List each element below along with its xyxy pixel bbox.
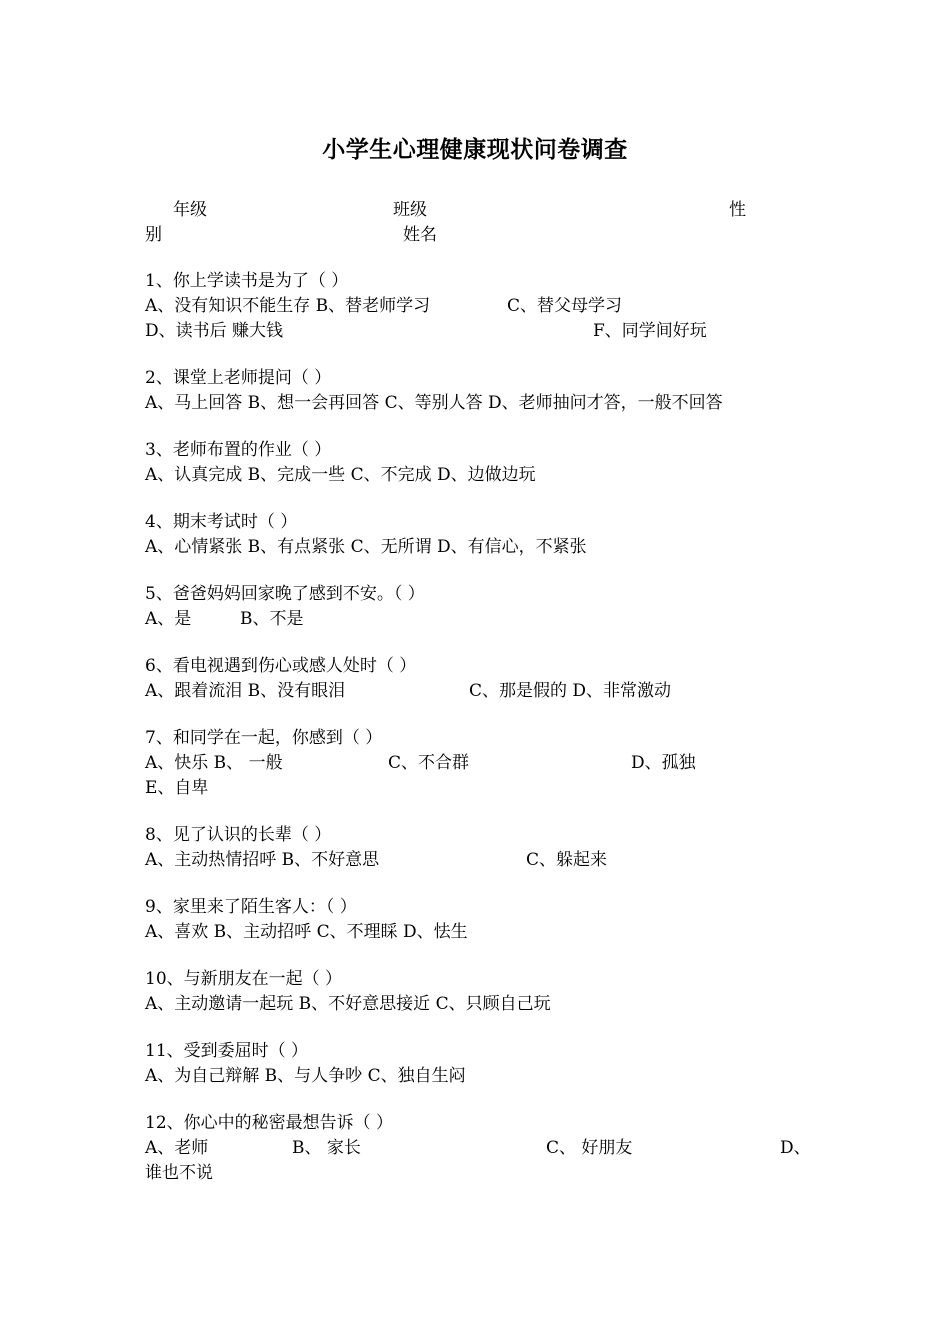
question-1-option-d: D、读书后 赚大钱: [145, 321, 284, 341]
question-10: 10、与新朋友在一起（ ）: [145, 969, 343, 989]
gender-label-part2: 别: [145, 225, 162, 245]
question-12: 12、你心中的秘密最想告诉（ ）: [145, 1113, 394, 1133]
question-9: 9、家里来了陌生客人：（ ）: [145, 897, 357, 917]
question-8-option-c: C、躲起来: [526, 850, 608, 870]
question-1-option-c: C、替父母学习: [507, 296, 623, 316]
question-7: 7、和同学在一起，你感到（ ）: [145, 728, 383, 748]
question-12-option-b: B、 家长: [292, 1138, 361, 1158]
question-7-option-e: E、自卑: [145, 778, 209, 798]
question-5-option-b: B、不是: [240, 609, 304, 629]
question-3: 3、老师布置的作业（ ）: [145, 440, 332, 460]
question-6-options-a-b: A、跟着流泪 B、没有眼泪: [145, 681, 346, 701]
question-12-option-d-text: 谁也不说: [145, 1163, 213, 1183]
question-3-options: A、认真完成 B、完成一些 C、不完成 D、边做边玩: [145, 465, 536, 485]
question-2-options: A、马上回答 B、想一会再回答 C、等别人答 D、老师抽问才答，一般不回答: [145, 393, 723, 413]
question-6-options-c-d: C、那是假的 D、非常激动: [469, 681, 672, 701]
question-10-options: A、主动邀请一起玩 B、不好意思接近 C、只顾自己玩: [145, 994, 551, 1014]
question-5-option-a: A、是: [145, 609, 192, 629]
question-8-options-a-b: A、主动热情招呼 B、不好意思: [145, 850, 380, 870]
page-title: 小学生心理健康现状问卷调查: [322, 137, 628, 163]
question-11: 11、受到委屈时（ ）: [145, 1041, 309, 1061]
question-7-option-c: C、不合群: [388, 753, 470, 773]
question-8: 8、见了认识的长辈（ ）: [145, 825, 332, 845]
question-12-option-c: C、 好朋友: [546, 1138, 633, 1158]
question-12-option-a: A、老师: [145, 1138, 209, 1158]
grade-label: 年级: [173, 200, 207, 220]
question-2: 2、课堂上老师提问（ ）: [145, 368, 332, 388]
question-9-options: A、喜欢 B、主动招呼 C、不理睬 D、怯生: [145, 922, 468, 942]
question-11-options: A、为自己辩解 B、与人争吵 C、独自生闷: [145, 1066, 466, 1086]
name-label: 姓名: [403, 225, 437, 245]
question-6: 6、看电视遇到伤心或感人处时（ ）: [145, 656, 417, 676]
question-1: 1、你上学读书是为了（ ）: [145, 271, 349, 291]
class-label: 班级: [393, 200, 427, 220]
question-4: 4、期末考试时（ ）: [145, 512, 298, 532]
question-7-option-d: D、孤独: [631, 753, 696, 773]
question-12-option-d: D、: [780, 1138, 811, 1158]
question-1-options-a-b: A、没有知识不能生存 B、替老师学习: [145, 296, 431, 316]
question-7-options-a-b: A、快乐 B、 一般: [145, 753, 283, 773]
question-5: 5、爸爸妈妈回家晚了感到不安。（ ）: [145, 584, 425, 604]
question-4-options: A、心情紧张 B、有点紧张 C、无所谓 D、有信心，不紧张: [145, 537, 587, 557]
gender-label-part1: 性: [729, 200, 746, 220]
question-1-option-f: F、同学间好玩: [593, 321, 707, 341]
